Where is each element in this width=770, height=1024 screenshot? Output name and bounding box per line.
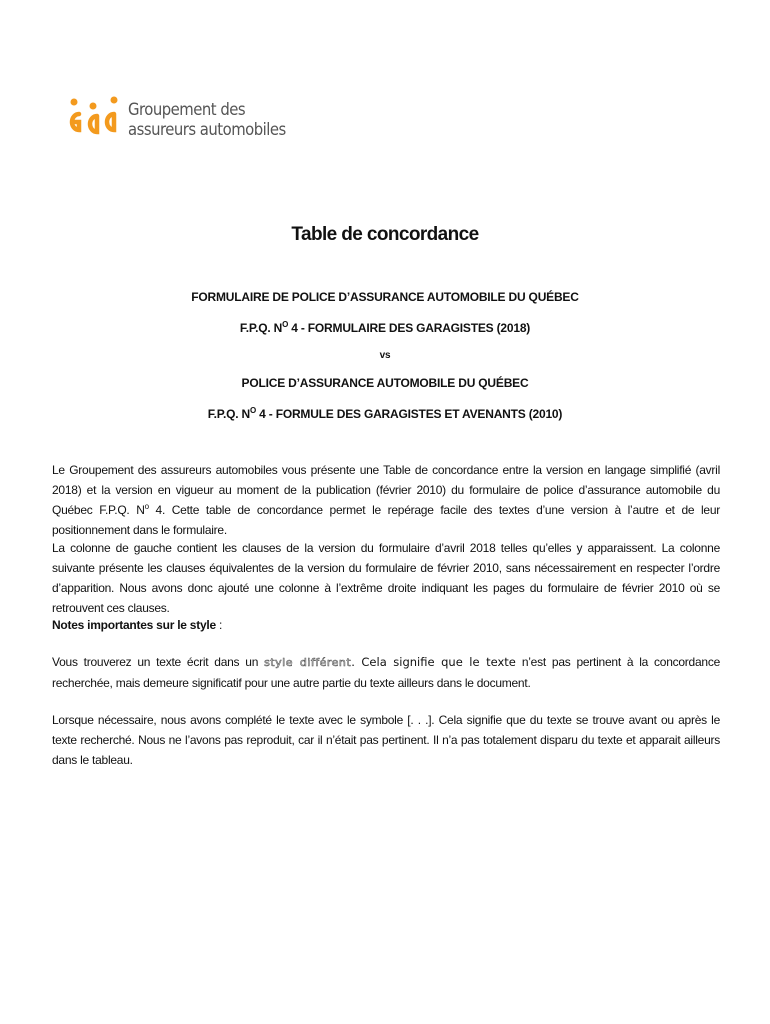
header-line-4 (0, 406, 770, 421)
intro-sup: o (144, 502, 149, 511)
page-title: Table de concordance (291, 224, 479, 245)
intro-text-pre: Le Groupement des assureurs automobiles vous présente une Table de concordance entre la version en langage simplifié (avril 2018) et la version en vigueur au moment de la publication (février 2010) du formulaire de police d’assurance automobile du Québec F.P.Q. N (52, 463, 720, 517)
notes-heading (52, 615, 720, 635)
logo-line-2: assureurs automobiles (128, 120, 286, 139)
intro-paragraph (52, 460, 720, 540)
header-line-3: POLICE D’ASSURANCE AUTOMOBILE DU QUÉBEC (241, 376, 529, 390)
style-text-pre: Vous trouverez un texte écrit dans un (52, 655, 265, 669)
notes-suffix: : (215, 618, 223, 632)
header-line-4-pre: F.P.Q. N (207, 407, 250, 421)
header-line-4-post: 4 - FORMULE DES GARAGISTES ET AVENANTS (2010) (256, 407, 563, 421)
notes-label: Notes importantes sur le style (52, 618, 216, 632)
intro-text-post: 4. Cette table de concordance permet le repérage facile des textes d’une version à l’autre et de leur positionnement dans le formulaire. (52, 503, 721, 537)
header-line-2 (0, 320, 770, 335)
header-vs: vs (379, 350, 391, 361)
style-paragraph (52, 652, 720, 693)
header-line-2-pre: F.P.Q. N (239, 321, 283, 335)
gaa-logo-mark-icon (64, 92, 124, 144)
header-line-2-post: 4 - FORMULAIRE DES GARAGISTES (2018) (288, 321, 531, 335)
header-line-1: FORMULAIRE DE POLICE D’ASSURANCE AUTOMOBILE DU QUÉBEC (191, 290, 579, 304)
header-line-2-sup: O (282, 320, 289, 329)
logo-text (128, 100, 348, 140)
style-different-sample: style différent (264, 656, 352, 669)
style-text-mid: . Cela signifie que le texte (351, 655, 516, 669)
symbol-paragraph: Lorsque nécessaire, nous avons complété le texte avec le symbole [. . .]. Cela signifie que du texte se trouve avant ou après le texte recherché. Nous ne l’avons pas reproduit, car il n’était pas pertinent. Il n’a pas totalement disparu du texte et apparait ailleurs dans le tableau. (52, 713, 720, 767)
style-text-post: n’est pas pertinent à la concordance recherchée, mais demeure significatif pour une autre partie du texte ailleurs dans le document. (52, 655, 720, 690)
columns-paragraph: La colonne de gauche contient les clauses de la version du formulaire d’avril 2018 telles qu’elles y apparaissent. La colonne suivante présente les clauses équivalentes de la version du formulaire de février 2010, sans nécessairement en respecter l’ordre d’apparition. Nous avons donc ajouté une colonne à l’extrême droite indiquant les pages du formulaire de février 2010 où se retrouvent ces clauses. (52, 541, 720, 615)
logo-line-1: Groupement des (128, 100, 246, 119)
header-line-4-sup: O (249, 406, 257, 415)
